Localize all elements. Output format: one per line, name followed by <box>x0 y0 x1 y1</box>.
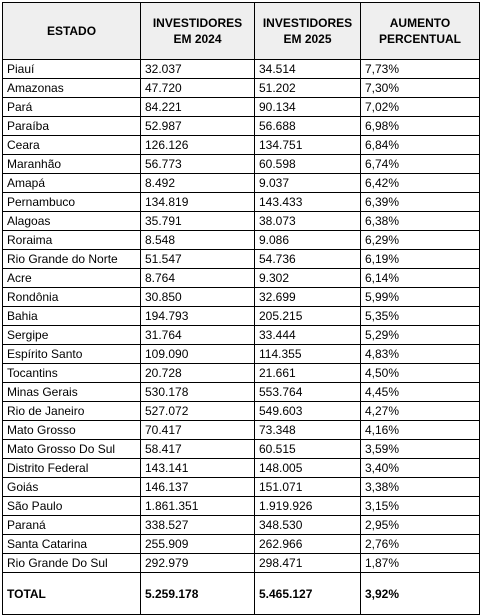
cell-aumento-percentual: 6,29% <box>361 231 480 250</box>
table-row <box>3 231 480 250</box>
cell-investidores-2025: 298.471 <box>255 554 361 573</box>
table-row <box>3 326 480 345</box>
table-container <box>2 2 479 615</box>
cell-investidores-2024: 30.850 <box>141 288 255 307</box>
cell-investidores-2024: 527.072 <box>141 402 255 421</box>
cell-investidores-2024: 51.547 <box>141 250 255 269</box>
cell-estado: Sergipe <box>3 326 141 345</box>
cell-estado: Goiás <box>3 478 141 497</box>
cell-estado: Rio Grande Do Sul <box>3 554 141 573</box>
cell-investidores-2025: 151.071 <box>255 478 361 497</box>
table-row <box>3 440 480 459</box>
table-row <box>3 459 480 478</box>
cell-estado: Amazonas <box>3 79 141 98</box>
cell-investidores-2025: 60.515 <box>255 440 361 459</box>
table-body <box>3 60 480 573</box>
table-row <box>3 60 480 79</box>
cell-aumento-percentual: 7,73% <box>361 60 480 79</box>
cell-aumento-percentual: 7,30% <box>361 79 480 98</box>
table-row <box>3 307 480 326</box>
table-row <box>3 497 480 516</box>
cell-aumento-percentual: 6,84% <box>361 136 480 155</box>
cell-estado: Acre <box>3 269 141 288</box>
header-investidores-2024: INVESTIDORES EM 2024 <box>141 3 255 60</box>
table-row <box>3 364 480 383</box>
cell-investidores-2024: 8.548 <box>141 231 255 250</box>
cell-estado: Pará <box>3 98 141 117</box>
cell-estado: Bahia <box>3 307 141 326</box>
table-row <box>3 136 480 155</box>
cell-aumento-percentual: 3,40% <box>361 459 480 478</box>
cell-estado: Rio de Janeiro <box>3 402 141 421</box>
cell-investidores-2025: 114.355 <box>255 345 361 364</box>
cell-aumento-percentual: 6,19% <box>361 250 480 269</box>
cell-investidores-2025: 73.348 <box>255 421 361 440</box>
total-row <box>3 573 480 615</box>
cell-investidores-2024: 530.178 <box>141 383 255 402</box>
cell-estado: Mato Grosso <box>3 421 141 440</box>
table-row <box>3 554 480 573</box>
cell-investidores-2025: 134.751 <box>255 136 361 155</box>
cell-investidores-2024: 194.793 <box>141 307 255 326</box>
cell-investidores-2024: 52.987 <box>141 117 255 136</box>
table-row <box>3 117 480 136</box>
cell-investidores-2025: 148.005 <box>255 459 361 478</box>
cell-investidores-2025: 549.603 <box>255 402 361 421</box>
cell-aumento-percentual: 3,59% <box>361 440 480 459</box>
cell-aumento-percentual: 6,98% <box>361 117 480 136</box>
cell-estado: Amapá <box>3 174 141 193</box>
cell-investidores-2024: 70.417 <box>141 421 255 440</box>
cell-estado: Maranhão <box>3 155 141 174</box>
table-row <box>3 79 480 98</box>
cell-aumento-percentual: 4,83% <box>361 345 480 364</box>
table-row <box>3 269 480 288</box>
cell-investidores-2025: 32.699 <box>255 288 361 307</box>
cell-aumento-percentual: 6,14% <box>361 269 480 288</box>
cell-investidores-2024: 143.141 <box>141 459 255 478</box>
cell-investidores-2025: 90.134 <box>255 98 361 117</box>
cell-investidores-2024: 58.417 <box>141 440 255 459</box>
cell-investidores-2024: 8.492 <box>141 174 255 193</box>
cell-estado: São Paulo <box>3 497 141 516</box>
cell-investidores-2024: 146.137 <box>141 478 255 497</box>
table-row <box>3 212 480 231</box>
table-row <box>3 383 480 402</box>
cell-estado: Paraíba <box>3 117 141 136</box>
cell-investidores-2024: 20.728 <box>141 364 255 383</box>
cell-investidores-2025: 262.966 <box>255 535 361 554</box>
cell-aumento-percentual: 1,87% <box>361 554 480 573</box>
header-investidores-2025: INVESTIDORES EM 2025 <box>255 3 361 60</box>
cell-investidores-2025: 56.688 <box>255 117 361 136</box>
cell-aumento-percentual: 4,50% <box>361 364 480 383</box>
cell-investidores-2024: 35.791 <box>141 212 255 231</box>
table-row <box>3 98 480 117</box>
cell-investidores-2024: 84.221 <box>141 98 255 117</box>
cell-estado: Espírito Santo <box>3 345 141 364</box>
cell-estado: Rondônia <box>3 288 141 307</box>
cell-investidores-2025: 9.302 <box>255 269 361 288</box>
cell-investidores-2025: 33.444 <box>255 326 361 345</box>
cell-aumento-percentual: 4,16% <box>361 421 480 440</box>
cell-investidores-2024: 109.090 <box>141 345 255 364</box>
cell-investidores-2025: 38.073 <box>255 212 361 231</box>
header-aumento-percentual: AUMENTO PERCENTUAL <box>361 3 480 60</box>
cell-estado: Pernambuco <box>3 193 141 212</box>
cell-investidores-2025: 1.919.926 <box>255 497 361 516</box>
cell-aumento-percentual: 4,27% <box>361 402 480 421</box>
cell-aumento-percentual: 5,29% <box>361 326 480 345</box>
cell-aumento-percentual: 2,95% <box>361 516 480 535</box>
cell-aumento-percentual: 7,02% <box>361 98 480 117</box>
table-row <box>3 174 480 193</box>
table-row <box>3 478 480 497</box>
table-row <box>3 288 480 307</box>
cell-investidores-2025: 9.086 <box>255 231 361 250</box>
cell-aumento-percentual: 3,15% <box>361 497 480 516</box>
cell-investidores-2024: 8.764 <box>141 269 255 288</box>
cell-investidores-2024: 31.764 <box>141 326 255 345</box>
cell-investidores-2025: 60.598 <box>255 155 361 174</box>
cell-investidores-2025: 21.661 <box>255 364 361 383</box>
cell-aumento-percentual: 6,42% <box>361 174 480 193</box>
cell-investidores-2025: 9.037 <box>255 174 361 193</box>
cell-estado: Mato Grosso Do Sul <box>3 440 141 459</box>
cell-estado: Santa Catarina <box>3 535 141 554</box>
table-row <box>3 345 480 364</box>
table-row <box>3 193 480 212</box>
table-row <box>3 402 480 421</box>
cell-investidores-2024: 134.819 <box>141 193 255 212</box>
total-label: TOTAL <box>3 573 141 615</box>
cell-aumento-percentual: 2,76% <box>361 535 480 554</box>
cell-investidores-2024: 255.909 <box>141 535 255 554</box>
cell-investidores-2025: 34.514 <box>255 60 361 79</box>
table-row <box>3 155 480 174</box>
table-row <box>3 516 480 535</box>
cell-estado: Piauí <box>3 60 141 79</box>
cell-aumento-percentual: 5,35% <box>361 307 480 326</box>
cell-aumento-percentual: 4,45% <box>361 383 480 402</box>
total-aumento-percentual: 3,92% <box>361 573 480 615</box>
cell-aumento-percentual: 6,38% <box>361 212 480 231</box>
cell-estado: Alagoas <box>3 212 141 231</box>
table-header <box>3 3 480 60</box>
cell-estado: Minas Gerais <box>3 383 141 402</box>
cell-estado: Distrito Federal <box>3 459 141 478</box>
cell-investidores-2025: 54.736 <box>255 250 361 269</box>
total-investidores-2024: 5.259.178 <box>141 573 255 615</box>
table-row <box>3 250 480 269</box>
table-footer <box>3 573 480 615</box>
table-row <box>3 535 480 554</box>
cell-investidores-2024: 32.037 <box>141 60 255 79</box>
cell-investidores-2024: 292.979 <box>141 554 255 573</box>
header-row <box>3 3 480 60</box>
cell-investidores-2025: 51.202 <box>255 79 361 98</box>
cell-investidores-2025: 143.433 <box>255 193 361 212</box>
cell-aumento-percentual: 3,38% <box>361 478 480 497</box>
cell-aumento-percentual: 6,74% <box>361 155 480 174</box>
total-investidores-2025: 5.465.127 <box>255 573 361 615</box>
cell-investidores-2024: 56.773 <box>141 155 255 174</box>
cell-estado: Tocantins <box>3 364 141 383</box>
cell-investidores-2024: 338.527 <box>141 516 255 535</box>
cell-investidores-2024: 47.720 <box>141 79 255 98</box>
investors-table <box>2 2 480 615</box>
cell-estado: Rio Grande do Norte <box>3 250 141 269</box>
cell-investidores-2025: 348.530 <box>255 516 361 535</box>
cell-investidores-2025: 553.764 <box>255 383 361 402</box>
cell-investidores-2025: 205.215 <box>255 307 361 326</box>
cell-estado: Roraima <box>3 231 141 250</box>
cell-investidores-2024: 1.861.351 <box>141 497 255 516</box>
cell-estado: Paraná <box>3 516 141 535</box>
table-row <box>3 421 480 440</box>
cell-investidores-2024: 126.126 <box>141 136 255 155</box>
cell-aumento-percentual: 6,39% <box>361 193 480 212</box>
header-estado: ESTADO <box>3 3 141 60</box>
cell-estado: Ceara <box>3 136 141 155</box>
cell-aumento-percentual: 5,99% <box>361 288 480 307</box>
